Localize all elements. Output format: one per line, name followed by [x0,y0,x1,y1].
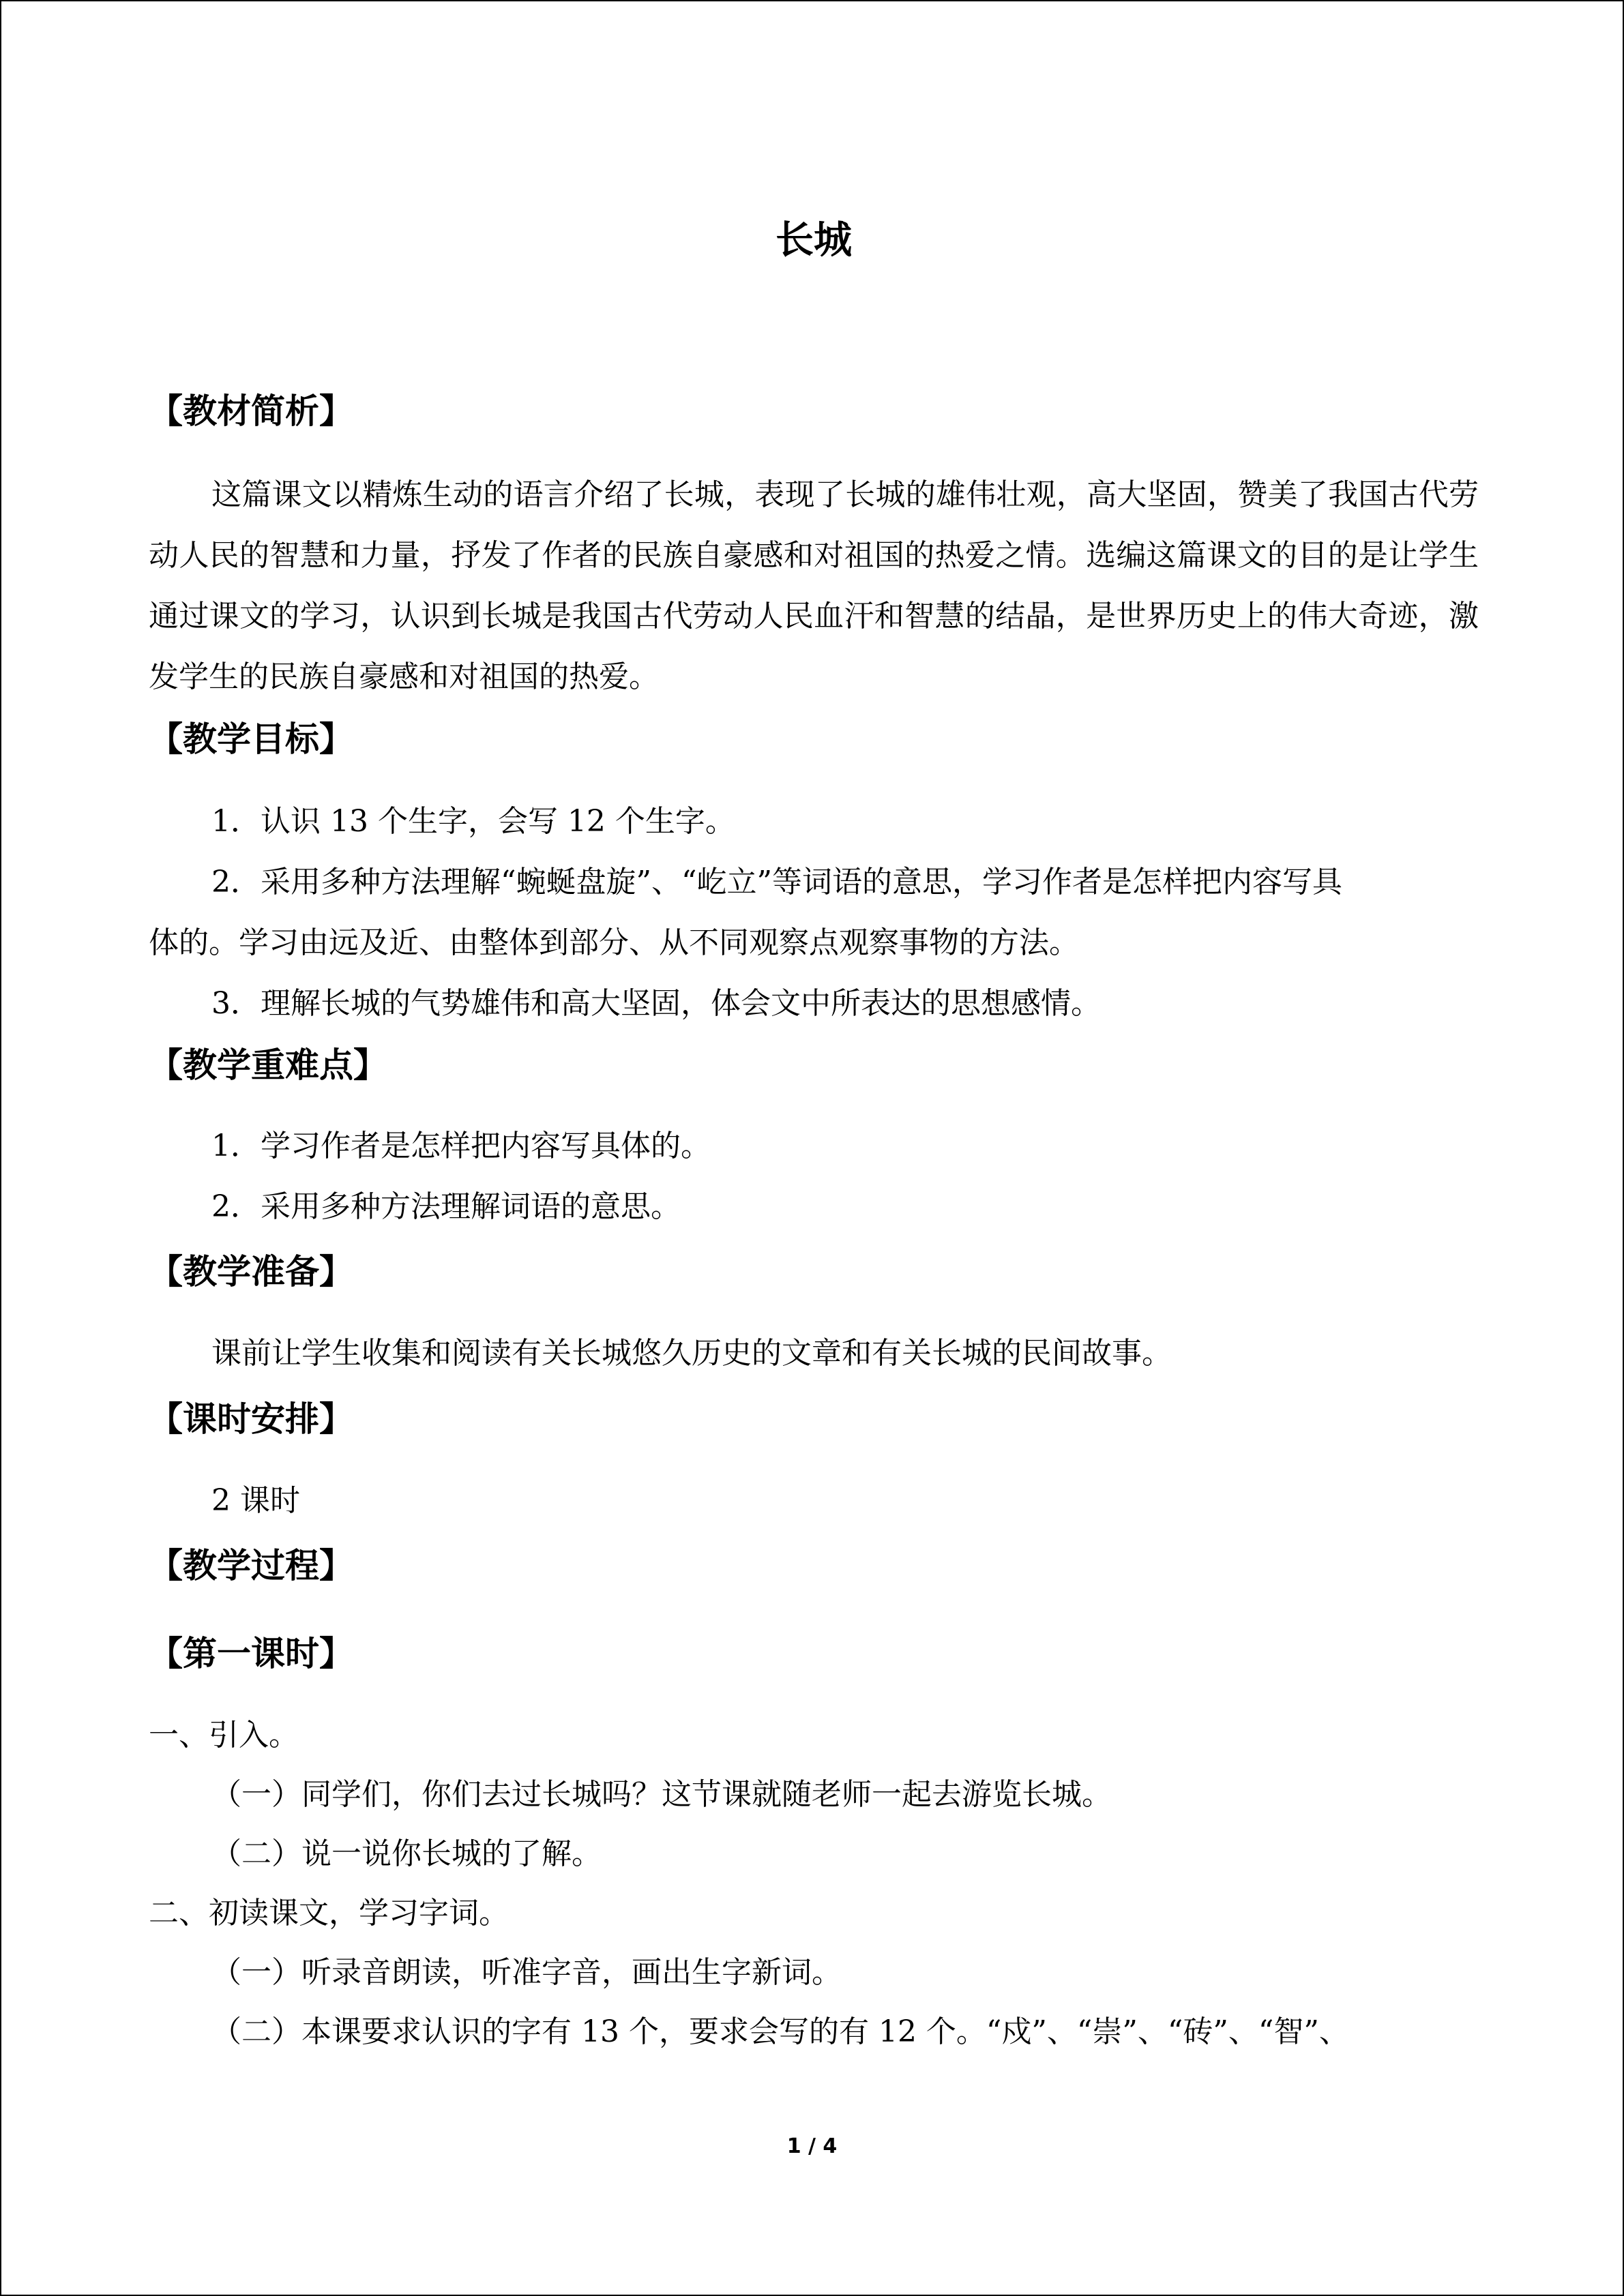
heading-goals: 【教学目标】 [149,719,353,759]
goal-item-2-line2: 体的。学习由远及近、由整体到部分、从不同观察点观察事物的方法。 [149,925,1079,960]
preparation-text: 课前让学生收集和阅读有关长城悠久历史的文章和有关长城的民间故事。 [211,1336,1172,1371]
step-2: 二、初读课文，学习字词。 [149,1896,509,1930]
page-number: 1 / 4 [786,2134,838,2158]
step-2-a: （一）听录音朗读，听准字音，画出生字新词。 [211,1955,842,1990]
heading-schedule: 【课时安排】 [149,1399,353,1439]
step-1: 一、引入。 [149,1718,299,1753]
heading-lesson-1: 【第一课时】 [149,1634,353,1673]
heading-process: 【教学过程】 [149,1546,353,1585]
step-2-b: （二）本课要求认识的字有 13 个，要求会写的有 12 个。“戍”、“崇”、“砖”、“智”、 [211,2014,1349,2049]
goal-item-1: 1．认识 13 个生字，会写 12 个生字。 [211,804,735,839]
goal-item-3: 3．理解长城的气势雄伟和高大坚固，体会文中所表达的思想感情。 [211,986,1101,1021]
keypoint-item-1: 1．学习作者是怎样把内容写具体的。 [211,1129,711,1163]
step-1-b: （二）说一说你长城的了解。 [211,1836,602,1871]
schedule-text: 2 课时 [211,1483,300,1518]
goal-item-2-line1: 2．采用多种方法理解“蜿蜒盘旋”、“屹立”等词语的意思，学习作者是怎样把内容写具 [211,865,1342,899]
step-1-a: （一）同学们，你们去过长城吗？这节课就随老师一起去游览长城。 [211,1777,1112,1812]
analysis-paragraph: 这篇课文以精炼生动的语言介绍了长城，表现了长城的雄伟壮观，高大坚固，赞美了我国古代劳动人民的智慧和力量，抒发了作者的民族自豪感和对祖国的热爱之情。选编这篇课文的目的是让学生通过课文的学习，认识到长城是我国古代劳动人民血汗和智慧的结晶，是世界历史上的伟大奇迹，激发学生的民族自豪感和对祖国的热爱。 [149,477,1479,694]
document-title: 长城 [776,218,852,263]
heading-analysis: 【教材简析】 [149,391,353,431]
heading-preparation: 【教学准备】 [149,1252,353,1292]
keypoint-item-2: 2．采用多种方法理解词语的意思。 [211,1189,681,1224]
heading-keypoints: 【教学重难点】 [149,1045,387,1085]
